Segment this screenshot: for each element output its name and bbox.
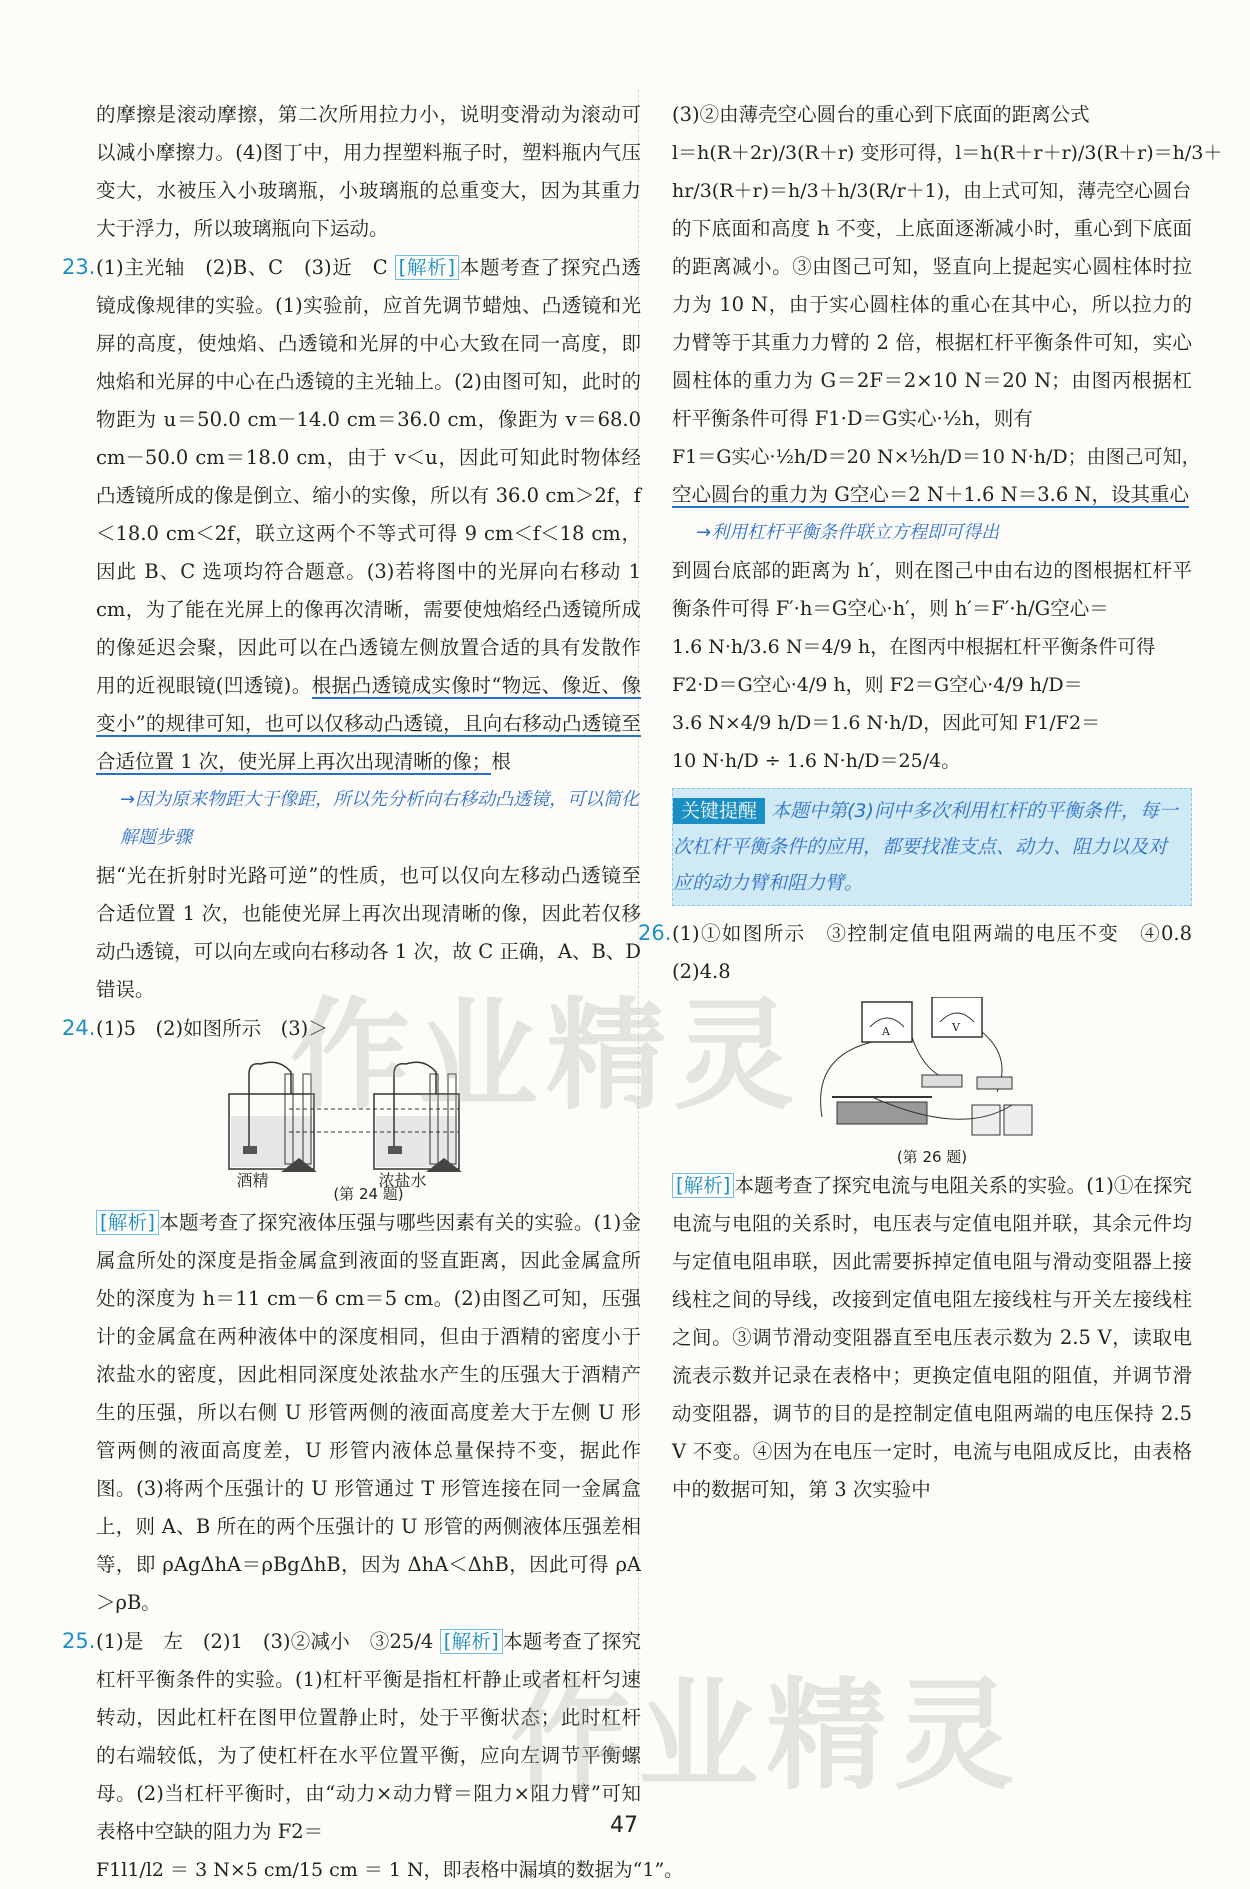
question-number: 23. xyxy=(62,255,96,279)
label-alcohol: 酒精 xyxy=(236,1171,269,1190)
underlined-text: 根据凸透镜成实像时“物远、像近、像变小”的规律可知，也可以仅移动凸透镜，且向右移动凸透镜至合适位置 1 次，使光屏上再次出现清晰的像； xyxy=(96,674,641,773)
formula-line: hr/3(R＋r)＝h/3＋h/3(R/r＋1)，由上式可知，薄壳空心圆台 xyxy=(672,180,1192,202)
tip-label: 关键提醒 xyxy=(673,798,765,824)
paragraph-q22-end: 的摩擦是滚动摩擦，第二次所用拉力小，说明变滑动为滚动可以减小摩擦力。(4)图丁中，用力捏塑料瓶子时，塑料瓶内气压变大，水被压入小玻璃瓶，小玻璃瓶的总重变大，因为其重力大于浮力，所以玻璃瓶向下运动。 xyxy=(96,103,641,240)
handwritten-note: →利用杠杆平衡条件联立方程即可得出 xyxy=(696,522,1000,543)
formula-line: F2·D＝G空心·4/9 h，则 F2＝G空心·4/9 h/D＝ xyxy=(672,674,1083,696)
label-brine: 浓盐水 xyxy=(378,1171,427,1190)
formula-line: F1＝G实心·½h/D＝20 N×½h/D＝10 N·h/D；由图己可知， xyxy=(672,446,1201,468)
analysis-text: 据“光在折射时光路可逆”的性质，也可以仅向左移动凸透镜至合适位置 1 次，也能使光屏上再次出现清晰的像，因此若仅移动凸透镜，可以向左或向右移动各 1 次，故 C 正确，A、B、D 错误。 xyxy=(96,864,641,1001)
question-number: 24. xyxy=(62,1016,96,1040)
analysis-24 xyxy=(96,1204,641,1622)
analysis-text: 本题考查了探究凸透镜成像规律的实验。(1)实验前，应首先调节蜡烛、凸透镜和光屏的高度，使烛焰、凸透镜和光屏的中心大致在同一高度，即烛焰和光屏的中心在凸透镜的主光轴上。(2)由图可知，此时的物距为 u＝50.0 cm－14.0 cm＝36.0 cm，像距为 v＝68.0 cm－50.0 cm＝18.0 cm，由于 v＜u，因此可知此时物体经凸透镜所成的像是倒立、缩小的实像，所以有 36.0 cm＞2f，f＜18.0 cm＜2f，联立这两个不等式可得 9 cm＜f＜18 cm，因此 B、C 选项均符合题意。(3)若将图中的光屏向右移动 1 cm，为了能在光屏上的像再次清晰，需要使烛焰经凸透镜所成的像延迟会聚，因此可以在凸透镜左侧放置合适的具有发散作用的近视眼镜(凹透镜)。 xyxy=(96,256,641,697)
page-number: 47 xyxy=(610,1813,638,1838)
question-number: 25. xyxy=(62,1629,96,1653)
formula-line: l＝h(R＋2r)/3(R＋r) 变形可得，l＝h(R＋r＋r)/3(R＋r)＝h/3＋ xyxy=(672,142,1223,164)
analysis-tag: [解析] xyxy=(395,255,459,280)
answer: (1)①如图所示 ③控制定值电阻两端的电压不变 ④0.8 (2)4.8 xyxy=(672,922,1212,983)
analysis-text: 根 xyxy=(491,750,511,773)
analysis-tag: [解析] xyxy=(96,1210,159,1235)
handwritten-note: →因为原来物距大于像距，所以先分析向右移动凸透镜，可以简化解题步骤 xyxy=(120,789,640,848)
figure-caption: (第 24 题) xyxy=(333,1185,404,1203)
question-26 xyxy=(638,914,1212,991)
answer: (1)5 (2)如图所示 (3)＞ xyxy=(96,1017,328,1040)
analysis-text: 本题考查了探究液体压强与哪些因素有关的实验。(1)金属盒所处的深度是指金属盒到液面的竖直距离，因此金属盒所处的深度为 h＝11 cm－6 cm＝5 cm。(2)由图乙可知，压强计的金属盒在两种液体中的深度相同，但由于酒精的密度小于浓盐水的密度，因此相同深度处浓盐水产生的压强大于酒精产生的压强，所以右侧 U 形管两侧的液面高度差大于左侧 U 形管两侧的液面高度差，U 形管内液体总量保持不变，据此作图。(3)将两个压强计的 U 形管通过 T 形管连接在同一金属盒上，则 A、B 所在的两个压强计的 U 形管的两侧液体压强差相等，即 ρAgΔhA＝ρBgΔhB，因为 ΔhA＜ΔhB，因此可得 ρA＞ρB。 xyxy=(96,1211,642,1614)
paragraph: (3)②由薄壳空心圆台的重心到下底面的距离公式 xyxy=(672,103,1090,126)
formula-line: F1l1/l2 ＝ 3 N×5 cm/15 cm ＝ 1 N，即表格中漏填的数据为“1”。 xyxy=(96,1859,684,1881)
paragraph: 的下底面和高度 h 不变，上底面逐渐减小时，重心到下底面的距离减小。③由图己可知，竖直向上提起实心圆柱体时拉力为 10 N，由于实心圆柱体的重心在其中心，所以拉力的力臂等于其重力力臂的 2 倍，根据杠杆平衡条件可知，实心圆柱体的重力为 G＝2F＝2×10 N＝20 N；由图丙根据杠杆平衡条件可得 F1·D＝G实心·½h，则有 xyxy=(672,217,1192,430)
underlined-text: 空心圆台的重力为 G空心＝2 N＋1.6 N＝3.6 N，设其重心 xyxy=(672,483,1189,506)
answer: (1)主光轴 (2)B、C (3)近 C xyxy=(96,256,388,279)
paragraph xyxy=(672,476,1192,514)
figure-caption: (第 26 题) xyxy=(896,1148,968,1166)
figure-24 xyxy=(219,1054,519,1204)
key-tip-box xyxy=(672,788,1192,906)
analysis-tag: [解析] xyxy=(672,1173,734,1198)
voltmeter-label: V xyxy=(952,1021,960,1034)
question-24 xyxy=(62,1009,641,1048)
formula-line: 3.6 N×4/9 h/D＝1.6 N·h/D，因此可知 F1/F2＝ xyxy=(672,712,1101,734)
right-column xyxy=(638,96,1223,1509)
question-23 xyxy=(62,248,641,781)
ammeter-label: A xyxy=(882,1025,890,1038)
answer: (1)是 左 (2)1 (3)②减小 ③25/4 xyxy=(96,1630,434,1653)
watermark: 作业精灵 xyxy=(290,987,802,1126)
figure-26 xyxy=(812,997,1052,1167)
analysis-text: 本题考查了探究电流与电阻关系的实验。(1)①在探究电流与电阻的关系时，电压表与定值电阻并联，其余元件均与定值电阻串联，因此需要拆掉定值电阻与滑动变阻器上接线柱之间的导线，改接到定值电阻左接线柱与开关左接线柱之间。③调节滑动变阻器直至电压表示数为 2.5 V，读取电流表示数并记录在表格中；更换定值电阻的阻值，并调节滑动变阻器，调节的目的是控制定值电阻两端的电压保持 2.5 V 不变。④因为在电压一定时，电流与电阻成反比，由表格中的数据可知，第 3 次实验中 xyxy=(672,1174,1193,1501)
paragraph: 到圆台底部的距离为 h′，则在图己中由右边的图根据杠杆平衡条件可得 F′·h＝G空心·h′，则 h′＝F′·h/G空心＝ xyxy=(672,559,1192,620)
analysis-text: 本题考查了探究杠杆平衡条件的实验。(1)杠杆平衡是指杠杆静止或者杠杆匀速转动，因此杠杆在图甲位置静止时，处于平衡状态；此时杠杆的右端较低，为了使杠杆在水平位置平衡，应向左调节平衡螺母。(2)当杠杆平衡时，由“动力×动力臂＝阻力×阻力臂”可知表格中空缺的阻力为 F2＝ xyxy=(96,1630,641,1843)
watermark: 作业精灵 xyxy=(510,1667,1022,1806)
analysis-26 xyxy=(672,1167,1192,1509)
formula-line: 10 N·h/D ÷ 1.6 N·h/D＝25/4。 xyxy=(672,750,961,772)
analysis-tag: [解析] xyxy=(440,1629,503,1654)
tip-text: 本题中第(3)问中多次利用杠杆的平衡条件，每一次杠杆平衡条件的应用，都要找准支点、动力、阻力以及对应的动力臂和阻力臂。 xyxy=(673,800,1178,894)
question-25 xyxy=(62,1622,641,1851)
formula-line: 1.6 N·h/3.6 N＝4/9 h，在图丙中根据杠杆平衡条件可得 xyxy=(672,636,1156,658)
question-number: 26. xyxy=(638,921,672,945)
circuit-diagram xyxy=(812,997,1052,1147)
